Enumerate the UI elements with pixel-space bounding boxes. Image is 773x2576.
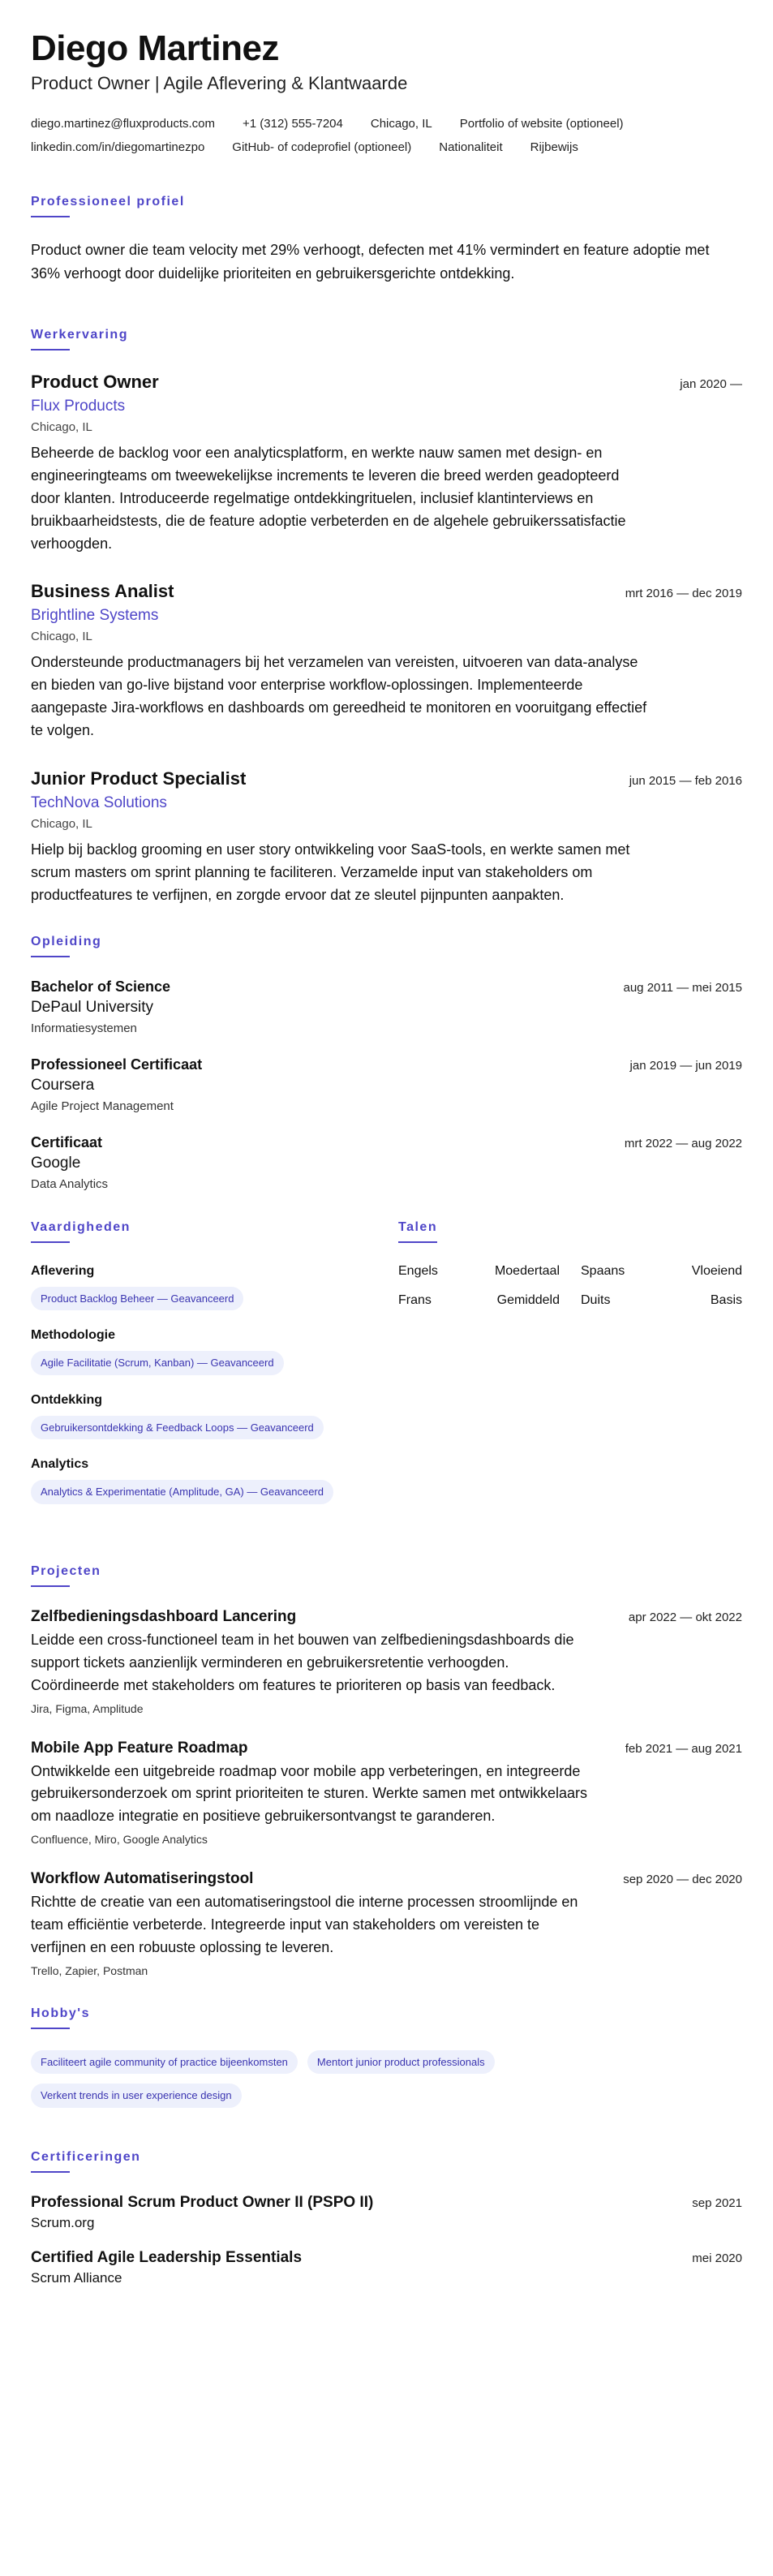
resume-header [31,29,742,154]
hobby-tag: Faciliteert agile community of practice bijeenkomsten [31,2050,298,2075]
hobbies-section [31,2006,742,2108]
education-field: Data Analytics [31,1176,109,1191]
certification-name: Professional Scrum Product Owner II (PSPO II) [31,2193,374,2211]
education-school: Coursera [31,1076,95,1094]
section-title: Certificeringen [31,2149,141,2164]
skill-group [31,1264,367,1311]
section-title: Werkervaring [31,327,128,342]
job-location: Chicago, IL [31,817,92,831]
project-entry [31,1870,742,1977]
education-degree: Professioneel Certificaat [31,1056,203,1073]
language-item [581,1264,742,1279]
skill-tag: Analytics & Experimentatie (Amplitude, GA) — Geavanceerd [31,1480,333,1504]
experience-section [31,328,742,907]
project-entry [31,1740,742,1847]
skill-category: Analytics [31,1457,89,1472]
project-title: Zelfbedieningsdashboard Lancering [31,1607,297,1625]
project-dates: feb 2021 — aug 2021 [625,1741,742,1756]
section-divider [31,216,70,217]
language-item [398,1264,560,1279]
job-description: Hielp bij backlog grooming en user story ontwikkeling voor SaaS-tools, en werkte samen met scrum masters om sprint planning te faciliteren. Verzamelde input van stakeholders om productfeatures te verfijnen, en zorgde ervoor dat ze sleutel pijnpunten aanpakten. [31,841,630,903]
language-level: Gemiddeld [496,1292,560,1307]
profile-section [31,195,742,286]
language-name: Frans [398,1292,432,1307]
skill-group [31,1328,367,1375]
contact-license: Rijbewijs [530,140,578,155]
certification-name: Certified Agile Leadership Essentials [31,2248,303,2266]
hobby-tag: Mentort junior product professionals [307,2050,495,2075]
job-dates: jan 2020 — [680,376,742,391]
section-title: Talen [398,1219,438,1234]
skills-languages-row [31,1220,742,1522]
job-title: Junior Product Specialist [31,768,247,789]
skill-tag: Gebruikersontdekking & Feedback Loops — Geavanceerd [31,1416,324,1440]
profile-summary: Product owner die team velocity met 29% verhoogt, defecten met 41% vermindert en feature adoptie met 36% verhoogt door duidelijke prioriteiten en gebruikersgerichte ontdekking. [31,242,710,282]
job-title: Product Owner [31,371,159,392]
project-entry [31,1608,742,1715]
job-location: Chicago, IL [31,630,92,644]
contact-email[interactable]: diego.martinez@fluxproducts.com [31,117,215,131]
contact-portfolio[interactable]: Portfolio of website (optioneel) [459,117,624,131]
section-title: Professioneel profiel [31,195,185,209]
section-divider [31,1241,70,1243]
education-dates: aug 2011 — mei 2015 [623,980,742,995]
skill-group [31,1457,367,1504]
job-location: Chicago, IL [31,419,92,434]
certification-date: sep 2021 [692,2195,742,2210]
language-level: Moedertaal [494,1263,560,1278]
projects-section [31,1564,742,1977]
project-tools: Confluence, Miro, Google Analytics [31,1833,208,1847]
section-title: Projecten [31,1563,101,1578]
job-entry [31,372,742,555]
certification-entry [31,2194,742,2231]
contact-phone[interactable]: +1 (312) 555-7204 [243,117,343,131]
job-company: Brightline Systems [31,607,159,625]
language-item [581,1293,742,1308]
skill-category: Methodologie [31,1328,115,1343]
languages-section [398,1220,742,1522]
job-title: Business Analist [31,581,174,602]
hobby-tag: Verkent trends in user experience design [31,2084,242,2108]
education-entry [31,978,742,1035]
education-entry [31,1134,742,1191]
education-degree: Certificaat [31,1133,103,1150]
contact-location: Chicago, IL [370,117,432,131]
language-grid [398,1264,742,1308]
certification-date: mei 2020 [692,2251,742,2265]
job-dates: mrt 2016 — dec 2019 [625,587,742,601]
project-title: Workflow Automatiseringstool [31,1870,254,1888]
project-dates: apr 2022 — okt 2022 [628,1610,742,1624]
candidate-name: Diego Martinez [31,28,279,68]
education-entry [31,1056,742,1113]
language-name: Spaans [581,1263,625,1278]
certification-issuer: Scrum Alliance [31,2269,122,2286]
job-company: Flux Products [31,397,126,415]
job-dates: jun 2015 — feb 2016 [629,774,742,788]
education-school: Google [31,1154,81,1172]
education-dates: jan 2019 — jun 2019 [629,1058,742,1073]
education-field: Informatiesystemen [31,1021,137,1035]
education-field: Agile Project Management [31,1099,174,1113]
skill-category: Ontdekking [31,1392,103,1407]
project-description: Leidde een cross-functioneel team in het bouwen van zelfbedieningsdashboards die support tickets aanzienlijk verminderen en gebruikersretentie verhoogden. Coördineerde met stakeholders om features te prioriteren op basis van feedback. [31,1631,574,1693]
job-entry [31,581,742,742]
job-entry [31,768,742,907]
skill-tag: Agile Facilitatie (Scrum, Kanban) — Geavanceerd [31,1351,284,1375]
project-dates: sep 2020 — dec 2020 [623,1873,742,1887]
education-dates: mrt 2022 — aug 2022 [624,1136,742,1150]
section-title: Hobby's [31,2006,90,2020]
language-name: Engels [398,1263,438,1278]
language-level: Basis [710,1292,742,1307]
section-divider [31,349,70,350]
skill-tag: Product Backlog Beheer — Geavanceerd [31,1287,243,1311]
project-description: Ontwikkelde een uitgebreide roadmap voor mobile app verbeteringen, en integreerde gebruikersonderzoek om sprint prioriteiten te sturen. Werkte samen met ontwikkelaars om naadloze integratie en positieve gebruikersontvangst te garanderen. [31,1762,587,1825]
skills-section [31,1220,367,1522]
certification-entry [31,2249,742,2286]
contact-linkedin[interactable]: linkedin.com/in/diegomartinezpo [31,140,205,155]
education-section [31,935,742,1191]
skill-group [31,1393,367,1440]
job-description: Beheerde de backlog voor een analyticsplatform, en werkte nauw samen met design- en engineeringteams om tweewekelijkse increments te leveren die breed werden geadopteerd door klanten. Introduceerde regelmatige ontdekkingrituelen, inclusief klantinterviews en bruikbaarheidstests, die de feature adoptie verbeterden en de algehele gebruikerssatisfactie verhoogden. [31,444,626,552]
hobby-tags [31,2050,696,2108]
job-company: TechNova Solutions [31,794,167,811]
project-tools: Trello, Zapier, Postman [31,1963,148,1977]
section-divider [31,1585,70,1587]
language-item [398,1293,560,1308]
project-description: Richtte de creatie van een automatiseringstool die interne processen stroomlijnde en team efficiëntie verbeterde. Integreerde input van stakeholders om vereisten te verfijnen en een robuuste oplossing te leveren. [31,1894,578,1955]
job-description: Ondersteunde productmanagers bij het verzamelen van vereisten, uitvoeren van data-analyse en bieden van go-live bijstand voor enterprise workflow-oplossingen. Implementeerde aangepaste Jira-workflows en dashboards om gereedheid te monitoren en vooruitgang effectief te volgen. [31,654,647,739]
certification-issuer: Scrum.org [31,2214,95,2230]
contact-list [31,117,728,154]
section-divider [31,956,70,957]
section-divider [398,1241,437,1243]
language-name: Duits [581,1292,611,1307]
section-divider [31,2028,70,2029]
headline: Product Owner | Agile Aflevering & Klantwaarde [31,73,408,94]
education-degree: Bachelor of Science [31,978,171,995]
project-tools: Jira, Figma, Amplitude [31,1701,144,1715]
certifications-section [31,2150,742,2286]
section-title: Opleiding [31,934,102,948]
section-title: Vaardigheden [31,1219,131,1234]
skill-category: Aflevering [31,1263,95,1278]
contact-nationality: Nationaliteit [439,140,503,155]
education-school: DePaul University [31,998,153,1016]
project-title: Mobile App Feature Roadmap [31,1739,248,1757]
contact-github[interactable]: GitHub- of codeprofiel (optioneel) [232,140,412,155]
language-level: Vloeiend [691,1263,742,1278]
section-divider [31,2171,70,2173]
